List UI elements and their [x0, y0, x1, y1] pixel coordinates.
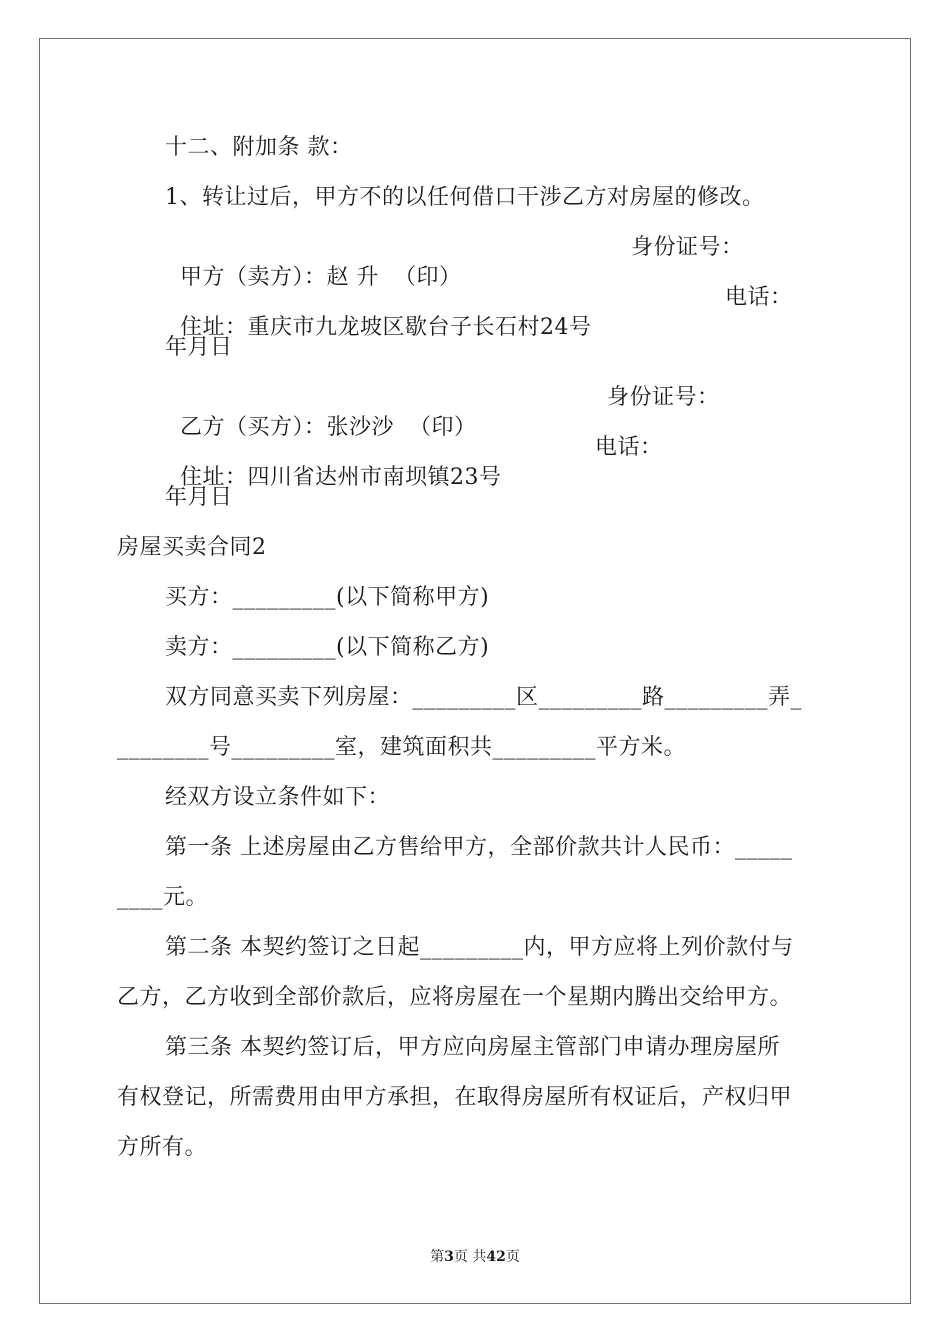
footer-middle: 页 共	[453, 1249, 487, 1265]
article-3-line-1: 第三条 本契约签订后，甲方应向房屋主管部门申请办理房屋所	[165, 1035, 780, 1060]
article-2-line-2: 乙方，乙方收到全部价款后，应将房屋在一个星期内腾出交给甲方。	[117, 985, 793, 1010]
footer-total-pages: 42	[486, 1249, 506, 1265]
article-2-line-1: 第二条 本契约签订之日起_________内，甲方应将上列价款付与	[165, 935, 794, 960]
article-3-line-2: 有权登记，所需费用由甲方承担，在取得房屋所有权证后，产权归甲	[117, 1085, 793, 1110]
party-a-address: 住址：重庆市九龙坡区歇台子长石村24号	[180, 315, 592, 340]
clause-12-heading: 十二、附加条 款：	[165, 135, 353, 160]
section-title: 房屋买卖合同2	[117, 535, 267, 560]
article-1-line-1: 第一条 上述房屋由乙方售给甲方，全部价款共计人民币：_____	[165, 835, 793, 860]
party-b-id-label: 身份证号：	[607, 385, 720, 410]
seller-line: 卖方：_________(以下简称乙方)	[165, 635, 490, 660]
footer-prefix: 第	[430, 1249, 445, 1265]
party-b-phone-label: 电话：	[595, 435, 663, 460]
footer-page-number: 3	[444, 1249, 454, 1265]
property-line-2: ________号_________室，建筑面积共_________平方米。	[117, 735, 687, 760]
party-a-date: 年月日	[165, 335, 233, 360]
property-line-1: 双方同意买卖下列房屋：_________区_________路_________弄_	[165, 685, 803, 710]
party-a-id-label: 身份证号：	[631, 235, 744, 260]
party-b-date: 年月日	[165, 485, 233, 510]
footer-suffix: 页	[505, 1249, 520, 1265]
article-3-line-3: 方所有。	[117, 1135, 208, 1160]
buyer-line: 买方：_________(以下简称甲方)	[165, 585, 490, 610]
party-b-address: 住址：四川省达州市南坝镇23号	[180, 465, 502, 490]
party-a-phone-label: 电话：	[725, 285, 793, 310]
party-b-name: 乙方（买方）：张沙沙 （印）	[180, 415, 477, 440]
party-a-name: 甲方（卖方）：赵 升 （印）	[180, 265, 462, 290]
clause-12-item-1: 1、转让过后，甲方不的以任何借口干涉乙方对房屋的修改。	[165, 185, 765, 210]
page-frame	[39, 38, 911, 1304]
article-1-line-2: ____元。	[117, 885, 209, 910]
conditions-intro: 经双方设立条件如下：	[165, 785, 391, 810]
page-footer	[0, 1246, 950, 1266]
